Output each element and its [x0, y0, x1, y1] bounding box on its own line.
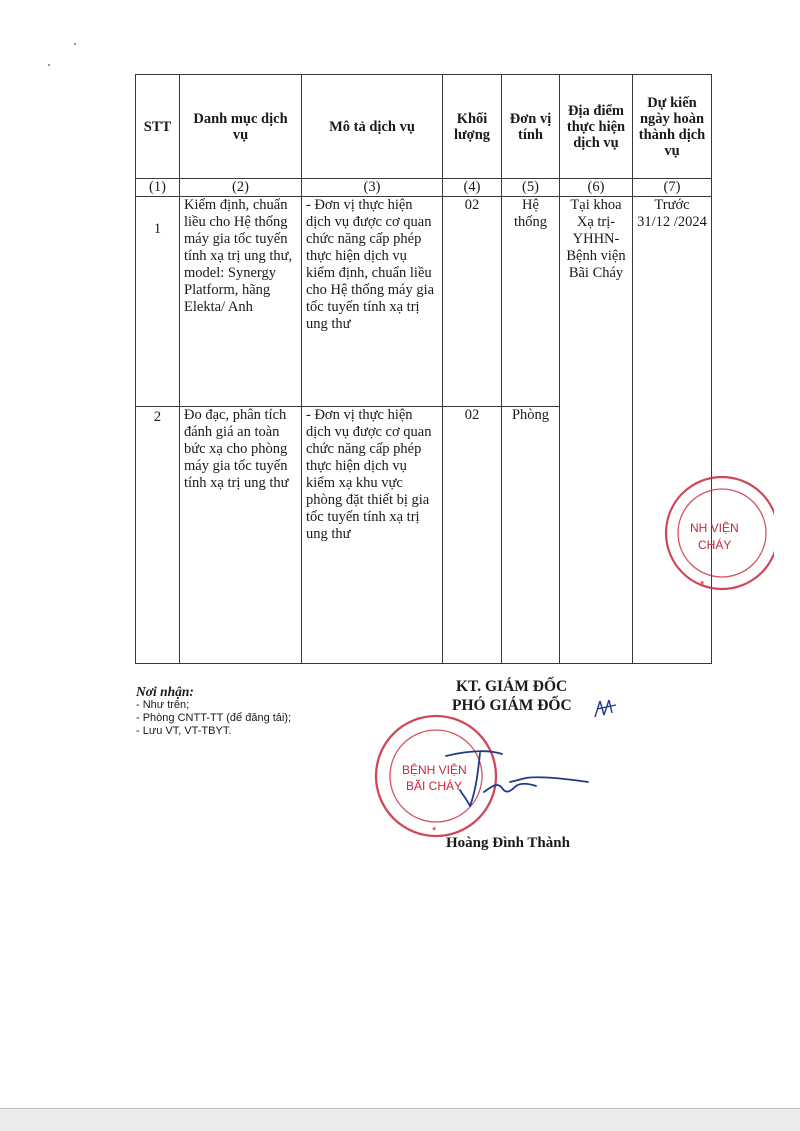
scan-speck — [48, 64, 50, 66]
initial-mark — [592, 697, 620, 721]
row-description: - Đơn vị thực hiện dịch vụ được cơ quan chức năng cấp phép thực hiện dịch vụ kiểm xạ khu vực phòng đặt thiết bị gia tốc tuyến tính xạ trị ung thư — [302, 407, 443, 664]
side-stamp-text-2: CHÁY — [698, 538, 732, 552]
recipient-item: - Phòng CNTT-TT (để đăng tải); — [136, 712, 292, 724]
row-category: Kiểm định, chuẩn liều cho Hệ thống máy gia tốc tuyến tính xạ trị ung thư, model: Synergy Platform, hãng Elekta/ Anh — [180, 197, 302, 407]
row-category: Đo đạc, phân tích đánh giá an toàn bức xạ cho phòng máy gia tốc tuyến tính xạ trị ung thư — [180, 407, 302, 664]
header-unit: Đơn vị tính — [502, 75, 560, 179]
scan-speck — [74, 43, 76, 45]
scan-bottom-edge — [0, 1108, 800, 1131]
row-location: Tại khoa Xạ trị-YHHN-Bệnh viện Bãi Cháy — [560, 197, 633, 664]
header-description: Mô tả dịch vụ — [302, 75, 443, 179]
service-table — [135, 74, 712, 664]
signature-title-1: KT. GIÁM ĐỐC — [456, 678, 568, 695]
table-index-row — [136, 179, 712, 197]
row-description: - Đơn vị thực hiện dịch vụ được cơ quan chức năng cấp phép thực hiện dịch vụ kiểm định, chuẩn liều cho Hệ thống máy gia tốc tuyến tính xạ trị ung thư — [302, 197, 443, 407]
row-unit: Phòng — [502, 407, 560, 664]
row-quantity: 02 — [443, 197, 502, 407]
recipients-block — [136, 685, 291, 738]
recipient-item: - Như trên; — [136, 699, 190, 711]
signature-title-2: PHÓ GIÁM ĐỐC — [452, 697, 572, 714]
index-cell: (2) — [180, 179, 302, 197]
table-header-row — [136, 75, 712, 179]
stamp-text-2: BÃI CHÁY — [406, 779, 463, 793]
index-cell: (3) — [302, 179, 443, 197]
row-quantity: 02 — [443, 407, 502, 664]
index-cell: (5) — [502, 179, 560, 197]
header-category: Danh mục dịch vụ — [180, 75, 302, 179]
row-unit: Hệ thống — [502, 197, 560, 407]
index-cell: (6) — [560, 179, 633, 197]
index-cell: (1) — [136, 179, 180, 197]
stamp-star: * — [432, 825, 437, 837]
index-cell: (4) — [443, 179, 502, 197]
header-stt: STT — [136, 75, 180, 179]
side-stamp-star: * — [700, 579, 705, 591]
signer-name: Hoàng Đình Thành — [446, 835, 570, 851]
recipient-item: - Lưu VT, VT-TBYT. — [136, 725, 232, 737]
header-location: Địa điểm thực hiện dịch vụ — [560, 75, 633, 179]
row-stt: 2 — [136, 407, 180, 664]
side-stamp-text-1: NH VIỆN — [690, 521, 739, 535]
handwritten-signature — [440, 742, 590, 814]
side-stamp — [664, 470, 774, 598]
index-cell: (7) — [633, 179, 712, 197]
table-row — [136, 197, 712, 407]
recipients-heading: Nơi nhận: — [136, 684, 194, 699]
stamp-text-1: BỆNH VIỆN — [402, 763, 467, 777]
header-quantity: Khối lượng — [443, 75, 502, 179]
row-deadline: Trước 31/12 /2024 — [633, 197, 712, 664]
header-deadline: Dự kiến ngày hoàn thành dịch vụ — [633, 75, 712, 179]
row-stt: 1 — [136, 197, 180, 407]
